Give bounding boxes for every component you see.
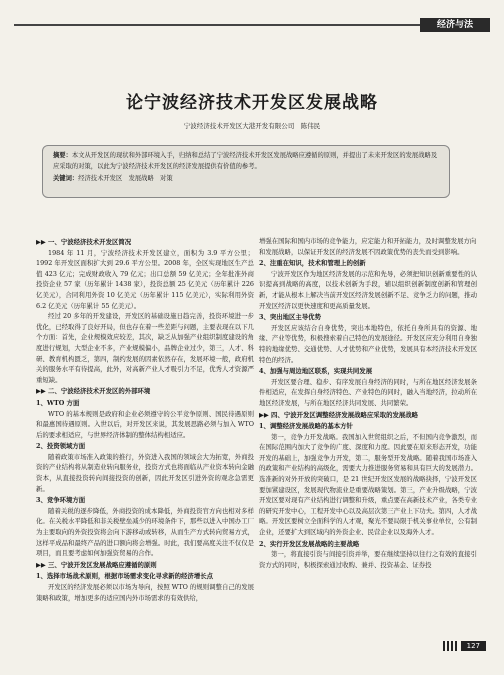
subsection-heading: 2、实行开发区发展战略的主要战略 bbox=[259, 539, 360, 548]
subsection-heading: 2、注重在知识，技术和管理上的创新 bbox=[259, 259, 366, 268]
footer-stripe bbox=[443, 641, 445, 651]
subsection-heading: 1、WTO 方面 bbox=[36, 398, 80, 407]
paragraph: 随着关税的逐步降低，外商投资的成本降低，外商投资官方向也相对多样化。在关税水平降低和非关税壁垒减少的环境条件下，那些以进入中国办工厂为主要取向的外资投资将会向下游移动或转移，从而生产方式转向贸易方式，这样平成品和最终产品的进口额向将会增强。时此，我们要高度关注不仅仅是项目，而且要考虑如何加强资贸易的合作。 bbox=[36, 506, 254, 558]
left-column bbox=[36, 236, 254, 603]
header-bar bbox=[0, 18, 504, 32]
abstract-label: 摘要： bbox=[53, 152, 72, 159]
paragraph: 随着政策市场准入政策的推行，外资进入我国的领域会大为拓宽，外商投资的产业结构将从制造业转向服务业，投资方式也将面临从产业资本转向金融资本，从直接投资转向间接投资的创新，因此开发区引进外资的观念急需更新。 bbox=[36, 452, 254, 493]
keywords-label: 关键词： bbox=[53, 175, 79, 182]
paragraph: 1984 年 11 月，宁波经济技术开发区建立，面积为 3.9 平方公里；1992 年开发区面积扩大到 29.6 平方公里。2008 年，全区实现地区生产总值 423 亿元；完成财政收入 79 亿元；出口总额 59 亿美元；全年批准外商投资企业 57 家（历年累计 1438 家），投资总额 25 亿美元（历年累计 226 亿美元），合同利用外资 10 亿美元（历年累计 115 亿美元），实际利用外资 6.2 亿美元（历年累计 55 亿美元）。 bbox=[36, 248, 254, 310]
subsection-heading: 3、突出地区主导优势 bbox=[259, 313, 321, 322]
keywords-list: 经济技术开发区 发展战略 对策 bbox=[78, 175, 173, 182]
paragraph: 开发区的经济发展必须以市场为导向，按照 WTO 的规则调整自己的发展策略和政策，增加更多的适应国内外市场需求的有效供给， bbox=[36, 583, 254, 602]
section-heading: ▶▶ 四、宁波开发区调整经济发展战略应采取的发展战略 bbox=[259, 410, 419, 419]
footer-stripe bbox=[451, 641, 453, 651]
page-footer bbox=[443, 641, 486, 651]
footer-stripe bbox=[447, 641, 449, 651]
abstract-body: 本文从开发区的现状和外部环境入手，归纳和总结了宁波经济技术开发区发展战略应遵循的原则，并提出了未来开发区的发展战略及应采取的对策，以此为宁波经济技术开发区的经济发展提供有价值的参考。 bbox=[53, 152, 438, 170]
subsection-heading: 3、竞争环境方面 bbox=[36, 496, 86, 505]
paragraph: 第一，竞争力开发战略。我国加入世贸组织之后，不但国内竞争激烈，而在国际范围内加大了竞争的广度、深度和力度。因此要在原来形态开发，功能开发的基础上，加强竞争力开发，第二，服务型开发战略。随着我国市场准入的政策和产业结构的高级化，需要大力推进服务贸易和具有巨大的发展潜力。选准新的对外开放的突破口，是 21 世纪开发区发展的战略抉择，宁波开发区要加紧建设区，发展现代物流业是重要战略策划。第三，产业升级战略，宁波开发区要对现有产业结构进行调整和升级，重点要在高新技术产业，各类专业的研究开发中心，工程开发中心以及高层次第三产业上下功夫。第四，人才战略。开发区要树立全面科学的人才观，聚光不要局限于机关事业单位，公有制企业，还要扩大到区域内的外资企业、民营企业以及海外人才。 bbox=[259, 432, 477, 537]
keywords bbox=[53, 174, 439, 185]
section-heading: ▶▶ 二、宁波经济技术开发区的外部环境 bbox=[36, 387, 151, 396]
paragraph: 经过 20 多年的开发建设，开发区的基础设施日趋完善，投资环境进一步优化，已经取得了良好开局，但也存在着一些差距与问题，主要表现在以下几个方面：首先，企业规模效应较差，其次，缺乏从加强产业组织制度建设的角度进行规划，大型企业不多，产业规模偏小，品牌企业过少，第三，人才、科研、教育机构匮乏，第四，制约发展的因素依然存在，发展环境一般，政府机关的服务水平有待提高，此外，对高新产业人才吸引力不足，优秀人才资源严重短缺。 bbox=[36, 312, 254, 384]
subsection-heading: 2、投资领域方面 bbox=[36, 442, 86, 451]
subsection-heading: 1、调整经济发展战略的基本方针 bbox=[259, 422, 353, 431]
paragraph: WTO 的基本规则是政府和企业必须遵守的公平竞争原则、国民待遇原则和最惠国待遇原则。入世以后，对开发区来说，其发展思路必须与加入 WTO 后的要求相适应，与世界经济体制的整体结构相适应。 bbox=[36, 409, 254, 439]
subsection-heading: 4、加强与周边地区联系，实现共同发展 bbox=[259, 367, 373, 376]
section-tag: 经济与法 bbox=[420, 18, 490, 32]
paragraph: 增强在国际和国内市场的竞争能力，应定能力和开拓能力，及时调整发展方向和发展战略，以保证开发区的经济发展不因政策优势的丧失而受到影响。 bbox=[259, 237, 477, 256]
paragraph: 第一，将直接引资与间接引资并举，要在继续坚持以往行之有效的直接引资方式的同时，积极探索通过收购、兼并、投资基金、证券投 bbox=[259, 550, 477, 569]
subsection-heading: 1、选择市场战术原则，根据市场需求变化寻求新的经济增长点 bbox=[36, 572, 213, 581]
page-number: 127 bbox=[461, 641, 486, 651]
abstract-text bbox=[53, 151, 439, 172]
abstract-box bbox=[42, 145, 450, 198]
right-column bbox=[259, 236, 477, 570]
header-rule bbox=[14, 24, 490, 26]
footer-stripe bbox=[455, 641, 457, 651]
paragraph: 开发区要合理、稳步、有序发展自身经济的同时，与所在地区经济发展条件相适应，在发挥自身经济特色、产业特色的同时，融入当地经济，拉动所在地区经济发展，与所在地区经济共同发展、共同繁荣。 bbox=[259, 377, 477, 407]
section-heading: ▶▶ 一、宁波经济技术开发区简况 bbox=[36, 238, 132, 246]
page-title: 论宁波经济技术开发区发展战略 bbox=[126, 93, 378, 113]
paragraph: 开发区应该结合自身优势，突出本地特色，依托自身所具有的资源、地缘、产业等优势，积极搜索着自己特色的发展途径。开发区应充分利用自身独特的地缘优势、交通优势、人才优势和产业优势，发展具有本经济技术开发区特色的经济。 bbox=[259, 323, 477, 364]
paragraph: 宁波开发区作为地区经济发展的示范和先导，必须把知识创新重要性的认识提高到战略的高度，以技术创新为手段，辅以组织创新制度创新和管理创新，才能从根本上解决当前开发区经济发展创新不足、竞争乏力的问题，推动开发区经济以更快速度和更高质量发展。 bbox=[259, 269, 477, 310]
author-line: 宁波经济技术开发区大港开发有限公司 陈伟民 bbox=[183, 122, 321, 130]
section-heading: ▶▶ 三、宁波开发区发展战略应遵循的原则 bbox=[36, 560, 157, 569]
